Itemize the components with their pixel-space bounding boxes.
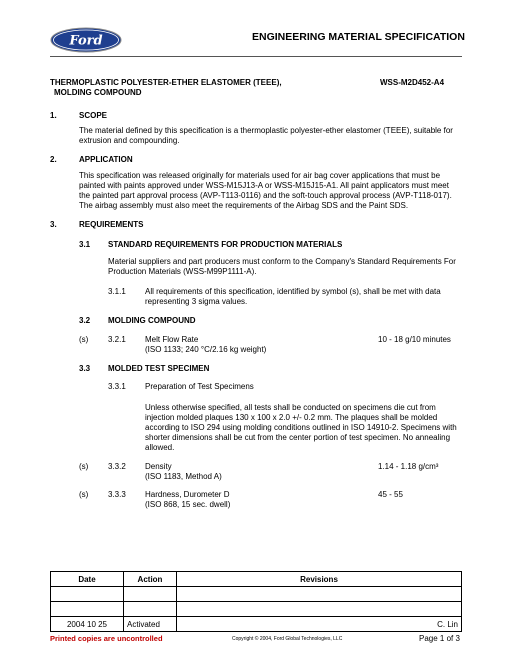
section-3-1-line-2: Production Materials (WSS-M99P1111-A).	[108, 267, 257, 276]
section-3-1-1-line-2: representing 3 sigma values.	[145, 297, 248, 306]
specimen-prep-line-2: injection molded plaques 130 x 100 x 2.0 +/- 0.2 mm. The plaques shall be molded	[145, 413, 438, 422]
density-method: (ISO 1183, Method A)	[145, 472, 222, 481]
section-3-1-line-1: Material suppliers and part producers must conform to the Company's Standard Requirements For	[108, 257, 456, 266]
section-3-3-title: MOLDED TEST SPECIMEN	[108, 364, 210, 373]
date-header: Date	[51, 572, 124, 587]
section-2-title: APPLICATION	[79, 155, 133, 164]
section-3-1-number: 3.1	[79, 240, 91, 249]
action-header: Action	[124, 572, 177, 587]
table-row	[51, 602, 462, 617]
specimen-prep-line-1: Unless otherwise specified, all tests shall be conducted on specimens die cut from	[145, 403, 436, 412]
uncontrolled-notice: Printed copies are uncontrolled	[50, 634, 163, 643]
specimen-prep-line-5: allowed.	[145, 443, 175, 452]
application-line-1: This specification was released originally for materials used for air bag cover applications that must be	[79, 171, 441, 180]
section-1-title: SCOPE	[79, 111, 108, 120]
spec-name-line2: MOLDING COMPOUND	[54, 88, 142, 97]
density-number: 3.3.2	[108, 462, 126, 471]
melt-flow-value: 10 - 18 g/10 minutes	[378, 335, 451, 344]
table-cell	[177, 602, 462, 617]
section-3-1-title: STANDARD REQUIREMENTS FOR PRODUCTION MATERIALS	[108, 240, 343, 249]
section-3-2-number: 3.2	[79, 316, 91, 325]
table-row	[51, 617, 462, 632]
spec-name-line1: THERMOPLASTIC POLYESTER-ETHER ELASTOMER (TEEE),	[50, 78, 282, 87]
density-symbol: (s)	[79, 462, 89, 471]
application-line-2: painted with paints approved under WSS-M15J13-A or WSS-M15J15-A1. All paint applicators must meet	[79, 181, 449, 190]
ford-logo-text: Ford	[69, 33, 103, 49]
page-number: Page 1 of 3	[419, 634, 460, 643]
section-3-1-1-number: 3.1.1	[108, 287, 126, 296]
ford-logo	[50, 27, 122, 53]
hardness-number: 3.3.3	[108, 490, 126, 499]
section-3-3-1-number: 3.3.1	[108, 382, 126, 391]
density-name: Density	[145, 462, 172, 471]
hardness-symbol: (s)	[79, 490, 89, 499]
application-line-3: the painted part approval process (AVP-T113-0116) and the soft-touch approval process (AVP-T118-017).	[79, 191, 452, 200]
document-title: ENGINEERING MATERIAL SPECIFICATION	[252, 31, 465, 43]
section-3-3-number: 3.3	[79, 364, 91, 373]
section-3-2-title: MOLDING COMPOUND	[108, 316, 196, 325]
table-cell	[124, 602, 177, 617]
section-3-3-1-name: Preparation of Test Specimens	[145, 382, 254, 391]
melt-flow-name: Melt Flow Rate	[145, 335, 199, 344]
section-2-number: 2.	[50, 155, 57, 164]
revision-action: Activated	[124, 617, 177, 632]
application-line-4: The airbag assembly must also meet the requirements of the Airbag SDS and the Paint SDS.	[79, 201, 409, 210]
table-cell	[177, 587, 462, 602]
section-3-title: REQUIREMENTS	[79, 220, 144, 229]
revisions-header-row	[51, 572, 462, 587]
melt-flow-symbol: (s)	[79, 335, 89, 344]
hardness-method: (ISO 868, 15 sec. dwell)	[145, 500, 231, 509]
table-cell	[51, 602, 124, 617]
scope-line-2: extrusion and compounding.	[79, 136, 180, 145]
revision-date: 2004 10 25	[51, 617, 124, 632]
scope-line-1: The material defined by this specification is a thermoplastic polyester-ether elastomer (TEEE), suitable for	[79, 126, 453, 135]
table-row	[51, 587, 462, 602]
section-3-number: 3.	[50, 220, 57, 229]
section-3-1-1-line-1: All requirements of this specification, identified by symbol (s), shall be met with data	[145, 287, 441, 296]
section-1-number: 1.	[50, 111, 57, 120]
hardness-name: Hardness, Durometer D	[145, 490, 230, 499]
spec-number: WSS-M2D452-A4	[380, 78, 445, 87]
revisions-table	[50, 571, 462, 632]
melt-flow-method: (ISO 1133; 240 °C/2.16 kg weight)	[145, 345, 267, 354]
melt-flow-number: 3.2.1	[108, 335, 126, 344]
hardness-value: 45 - 55	[378, 490, 403, 499]
specimen-prep-line-4: shorter dimensions shall be cut from the center portion of test specimen. No annealing	[145, 433, 451, 442]
header-rule	[50, 56, 462, 57]
table-cell	[51, 587, 124, 602]
table-cell	[124, 587, 177, 602]
revisions-header: Revisions	[177, 572, 462, 587]
revision-author: C. Lin	[177, 617, 462, 632]
specimen-prep-line-3: according to ISO 294 using molding conditions outlined in ISO 14910-2. Specimens with	[145, 423, 457, 432]
copyright-notice: Copyright © 2004, Ford Global Technologies, LLC	[232, 636, 343, 642]
density-value: 1.14 - 1.18 g/cm³	[378, 462, 439, 471]
